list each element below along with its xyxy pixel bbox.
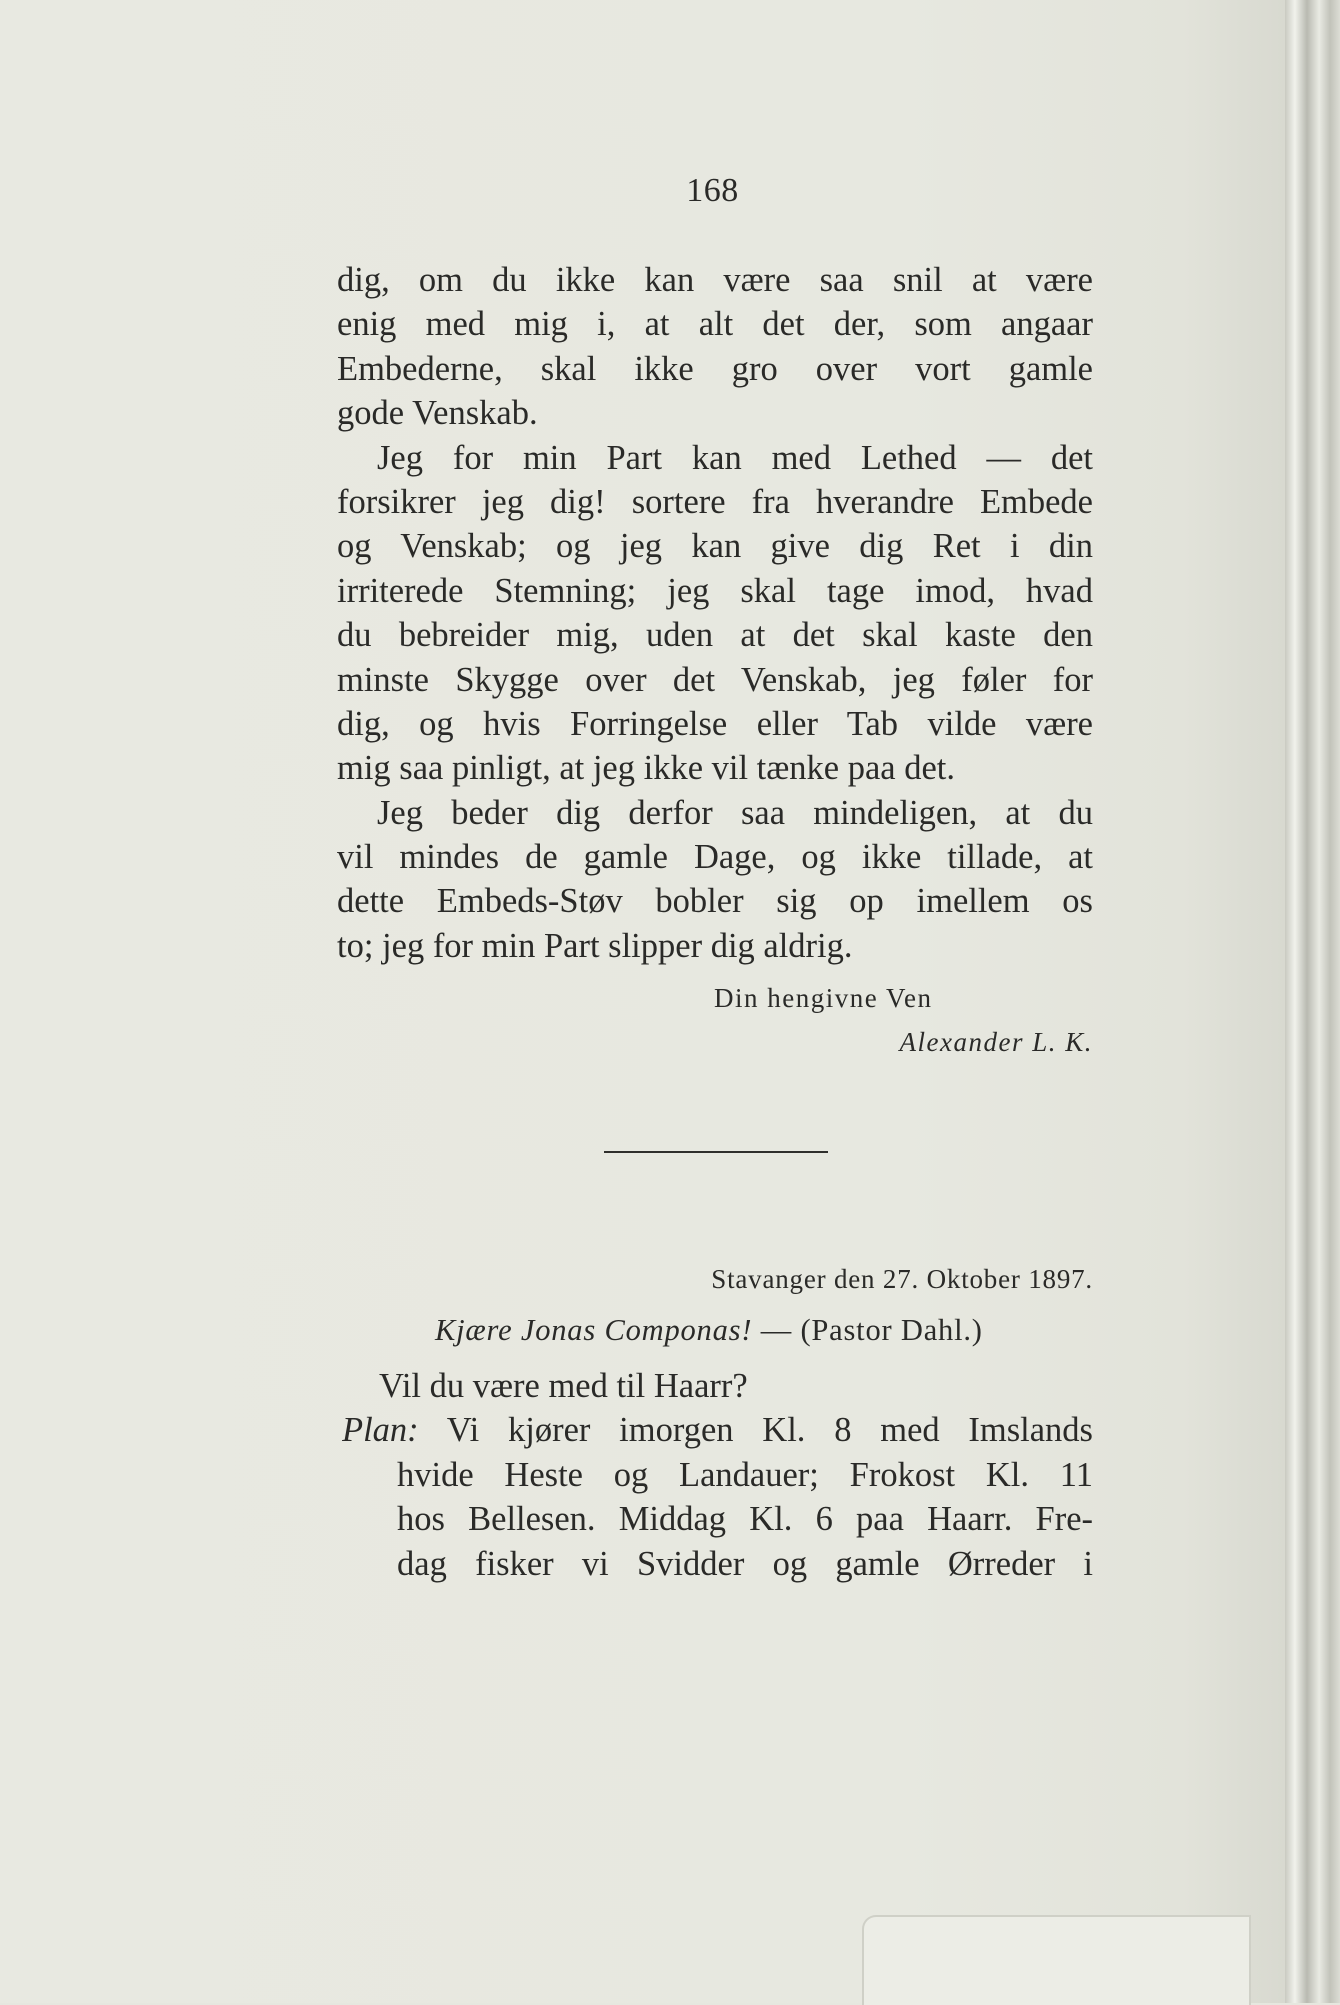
text-line: forsikrer jeg dig! sortere fra hverandre Embede [337, 482, 1093, 521]
text-line: hos Bellesen. Middag Kl. 6 paa Haarr. Fre- [397, 1500, 1093, 1539]
book-spine [1285, 0, 1340, 2003]
text-line: og Venskab; og jeg kan give dig Ret i din [337, 527, 1093, 566]
text-line: minste Skygge over det Venskab, jeg føler for [337, 660, 1093, 699]
text-line: vil mindes de gamle Dage, og ikke tillade, at [337, 838, 1093, 877]
text-line: Jeg for min Part kan med Lethed — det [377, 438, 1093, 477]
plan-first-line [342, 1408, 1093, 1452]
signature-name: Alexander L. K. [899, 1027, 1093, 1057]
section-divider [604, 1151, 828, 1153]
page-number: 168 [686, 172, 739, 209]
text-line: dag fisker vi Svidder og gamle Ørreder i [397, 1544, 1093, 1583]
text-line: du bebreider mig, uden at det skal kaste den [337, 616, 1093, 655]
text-line: dig, og hvis Forringelse eller Tab vilde være [337, 704, 1093, 743]
text-line: dette Embeds-Støv bobler sig op imellem os [337, 882, 1093, 921]
page-tab-edge [862, 1915, 1251, 2005]
salutation-recipient: — (Pastor Dahl.) [752, 1313, 983, 1347]
letter-body [337, 258, 1093, 968]
text-line: Vil du være med til Haarr? [379, 1367, 748, 1405]
letter-plan [342, 1364, 1093, 1586]
text-line: dig, om du ikke kan være saa snil at være [337, 261, 1093, 299]
letter-dateline: Stavanger den 27. Oktober 1897. [711, 1264, 1093, 1294]
text-line: gode Venskab. [337, 394, 538, 433]
text-line: mig saa pinligt, at jeg ikke vil tænke paa det. [337, 749, 955, 788]
text-line: enig med mig i, at alt det der, som angaar [337, 305, 1093, 344]
text-line: to; jeg for min Part slipper dig aldrig. [337, 926, 853, 965]
signature-greeting: Din hengivne Ven [714, 983, 933, 1013]
text-line: irriterede Stemning; jeg skal tage imod, hvad [337, 571, 1093, 610]
text-line: Embederne, skal ikke gro over vort gamle [337, 349, 1093, 388]
letter-salutation [435, 1313, 983, 1348]
salutation-name: Kjære Jonas Componas! [435, 1313, 753, 1347]
plan-label: Plan: [342, 1411, 419, 1450]
text-line: hvide Heste og Landauer; Frokost Kl. 11 [397, 1455, 1093, 1494]
plan-text: Vi kjører imorgen Kl. 8 med Imslands [418, 1411, 1093, 1450]
text-line: Jeg beder dig derfor saa mindeligen, at du [377, 793, 1093, 832]
